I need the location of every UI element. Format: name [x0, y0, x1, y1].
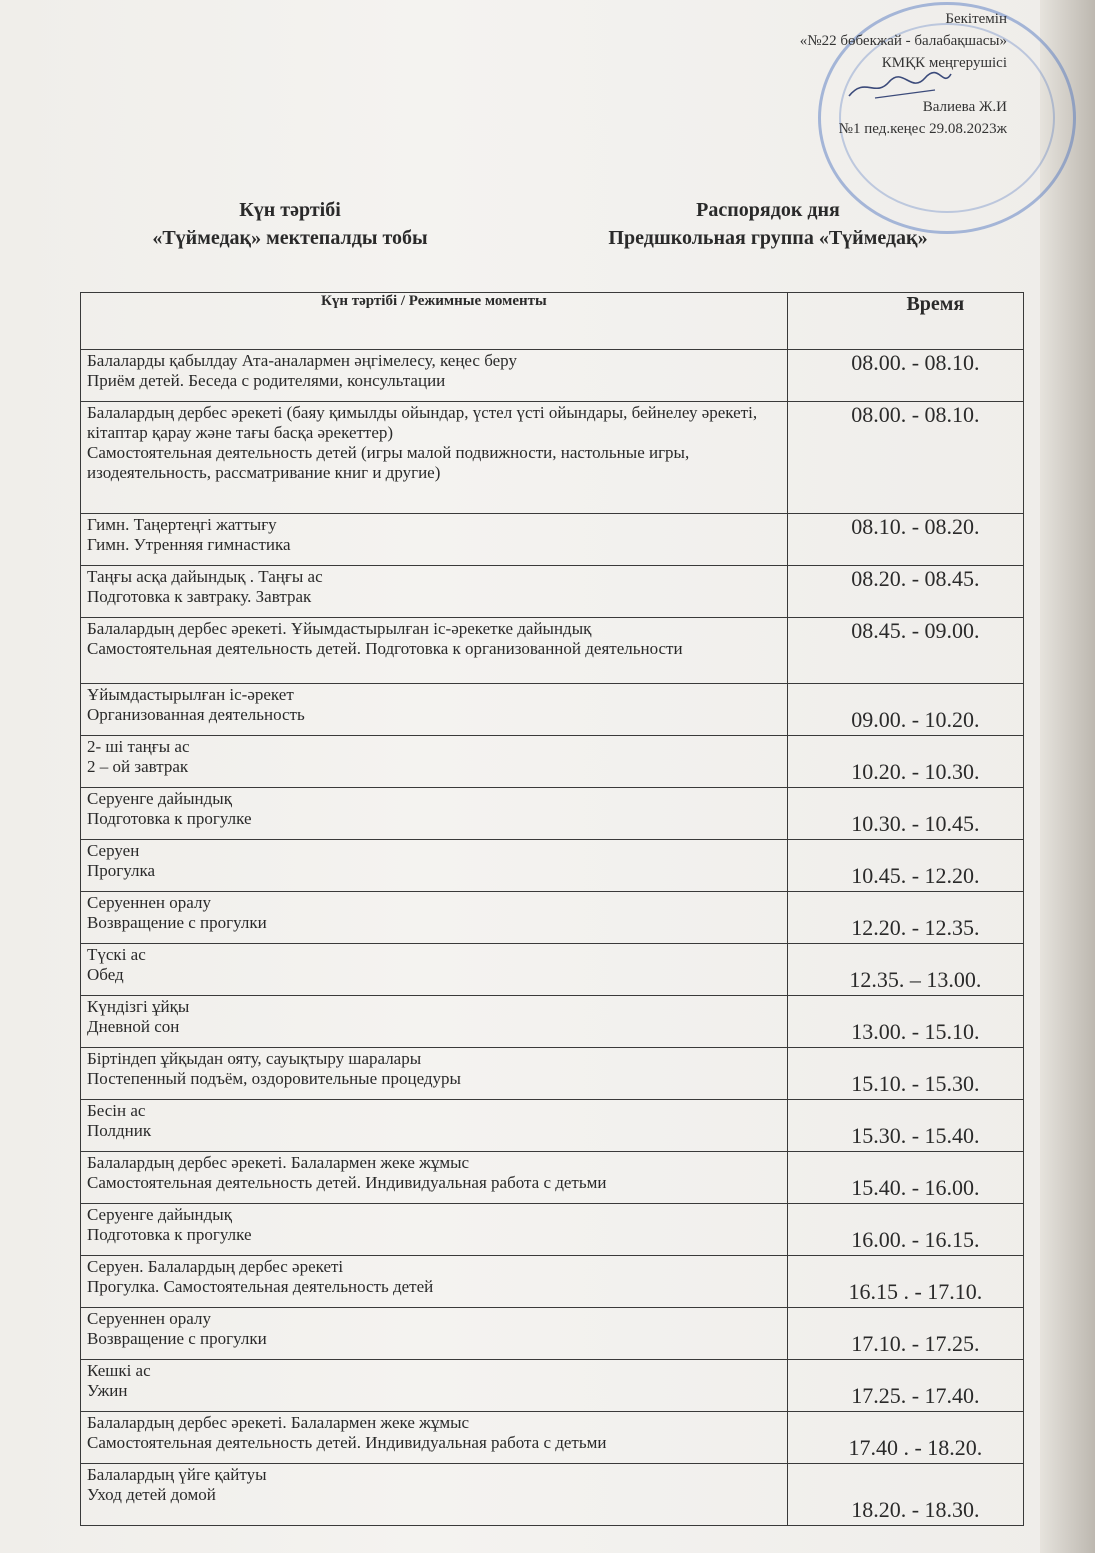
time-cell: 18.20. - 18.30. — [787, 1464, 1023, 1526]
activity-ru: Обед — [87, 965, 124, 984]
table-row — [81, 1412, 1024, 1464]
activity-ru: Возвращение с прогулки — [87, 913, 267, 932]
activity-ru: Прогулка — [87, 861, 156, 880]
activity-cell — [81, 1100, 788, 1152]
activity-kz: Балалардың дербес әрекеті (баяу қимылды ойындар, үстел үсті ойындары, бейнелеу әрекеті, кітаптар қарау және тағы басқа әрекеттер) — [87, 403, 758, 442]
activity-cell — [81, 1152, 788, 1204]
time-cell: 17.10. - 17.25. — [787, 1308, 1023, 1360]
activity-cell — [81, 1204, 788, 1256]
activity-ru: Самостоятельная деятельность детей (игры малой подвижности, настольные игры, изодеятельность, рассматривание книг и другие) — [87, 443, 690, 482]
activity-cell — [81, 1412, 788, 1464]
approval-line: №1 пед.кеңес 29.08.2023ж — [838, 121, 1007, 137]
activity-kz: Бесін ас — [87, 1101, 146, 1120]
table-row — [81, 1204, 1024, 1256]
activity-cell — [81, 944, 788, 996]
activity-cell — [81, 892, 788, 944]
activity-ru: Самостоятельная деятельность детей. Индивидуальная работа с детьми — [87, 1173, 607, 1192]
time-cell: 10.45. - 12.20. — [787, 840, 1023, 892]
activity-kz: Серуеннен оралу — [87, 893, 211, 912]
time-cell: 16.15 . - 17.10. — [787, 1256, 1023, 1308]
activity-cell — [81, 840, 788, 892]
table-row — [81, 1464, 1024, 1526]
activity-ru: Дневной сон — [87, 1017, 180, 1036]
title-kz — [110, 196, 470, 252]
activity-ru: Самостоятельная деятельность детей. Индивидуальная работа с детьми — [87, 1433, 607, 1452]
activity-ru: Полдник — [87, 1121, 152, 1140]
activity-cell — [81, 350, 788, 402]
activity-cell — [81, 1048, 788, 1100]
activity-cell — [81, 1360, 788, 1412]
activity-kz: Балалардың дербес әрекеті. Ұйымдастырылған іс-әрекетке дайындық — [87, 619, 592, 638]
activity-kz: Серуенге дайындық — [87, 1205, 232, 1224]
activity-kz: Ұйымдастырылған іс-әрекет — [87, 685, 294, 704]
schedule-table — [80, 292, 1024, 1526]
header-time: Время — [787, 293, 1023, 350]
time-cell: 10.20. - 10.30. — [787, 736, 1023, 788]
activity-cell — [81, 402, 788, 514]
time-cell: 08.10. - 08.20. — [787, 514, 1023, 566]
activity-ru: Самостоятельная деятельность детей. Подготовка к организованной деятельности — [87, 639, 683, 658]
activity-cell — [81, 788, 788, 840]
time-cell: 17.40 . - 18.20. — [787, 1412, 1023, 1464]
activity-cell — [81, 1256, 788, 1308]
activity-ru: 2 – ой завтрак — [87, 757, 189, 776]
time-cell: 09.00. - 10.20. — [787, 684, 1023, 736]
activity-kz: Гимн. Таңертеңгі жаттығу — [87, 515, 277, 534]
activity-kz: Серуен. Балалардың дербес әрекеті — [87, 1257, 344, 1276]
activity-ru: Постепенный подъём, оздоровительные процедуры — [87, 1069, 461, 1088]
time-cell: 08.20. - 08.45. — [787, 566, 1023, 618]
time-cell: 16.00. - 16.15. — [787, 1204, 1023, 1256]
approval-block — [707, 8, 1007, 140]
time-cell: 08.45. - 09.00. — [787, 618, 1023, 684]
table-row — [81, 996, 1024, 1048]
activity-cell — [81, 996, 788, 1048]
activity-ru: Подготовка к завтраку. Завтрак — [87, 587, 312, 606]
table-row — [81, 514, 1024, 566]
time-cell: 10.30. - 10.45. — [787, 788, 1023, 840]
header-activity: Күн тәртібі / Режимные моменты — [81, 293, 788, 350]
table-row — [81, 618, 1024, 684]
title-ru — [548, 196, 988, 252]
table-row — [81, 566, 1024, 618]
activity-ru: Гимн. Утренняя гимнастика — [87, 535, 291, 554]
activity-kz: Балалардың дербес әрекеті. Балалармен жеке жұмыс — [87, 1153, 470, 1172]
activity-cell — [81, 618, 788, 684]
activity-kz: Таңғы асқа дайындық . Таңғы ас — [87, 567, 323, 586]
table-row — [81, 736, 1024, 788]
activity-kz: Күндізгі ұйқы — [87, 997, 190, 1016]
activity-kz: Балалардың дербес әрекеті. Балалармен жеке жұмыс — [87, 1413, 470, 1432]
activity-kz: Кешкі ас — [87, 1361, 151, 1380]
table-row — [81, 840, 1024, 892]
activity-ru: Подготовка к прогулке — [87, 809, 252, 828]
table-row — [81, 350, 1024, 402]
activity-cell — [81, 514, 788, 566]
table-row — [81, 892, 1024, 944]
title-ru-line1: Распорядок дня — [696, 199, 840, 221]
page-edge — [1040, 0, 1095, 1553]
table-row — [81, 1048, 1024, 1100]
activity-cell — [81, 1464, 788, 1526]
activity-kz: Серуен — [87, 841, 140, 860]
time-cell: 15.40. - 16.00. — [787, 1152, 1023, 1204]
table-row — [81, 788, 1024, 840]
table-row — [81, 1308, 1024, 1360]
activity-ru: Организованная деятельность — [87, 705, 305, 724]
activity-kz: Балалардың үйге қайтуы — [87, 1465, 267, 1484]
table-row — [81, 1256, 1024, 1308]
activity-kz: Серуенге дайындық — [87, 789, 232, 808]
approval-line: Бекітемін — [945, 11, 1007, 27]
activity-cell — [81, 684, 788, 736]
time-cell: 15.10. - 15.30. — [787, 1048, 1023, 1100]
table-row — [81, 1100, 1024, 1152]
activity-kz: Серуеннен оралу — [87, 1309, 211, 1328]
activity-ru: Уход детей домой — [87, 1485, 216, 1504]
activity-kz: 2- ші таңғы ас — [87, 737, 190, 756]
time-cell: 12.20. - 12.35. — [787, 892, 1023, 944]
activity-kz: Балаларды қабылдау Ата-аналармен әңгімелесу, кеңес беру — [87, 351, 517, 370]
time-cell: 08.00. - 08.10. — [787, 350, 1023, 402]
activity-kz: Түскі ас — [87, 945, 146, 964]
table-row — [81, 1360, 1024, 1412]
table-header-row — [81, 293, 1024, 350]
table-row — [81, 944, 1024, 996]
table-row — [81, 402, 1024, 514]
activity-kz: Біртіндеп ұйқыдан ояту, сауықтыру шаралары — [87, 1049, 422, 1068]
title-kz-line1: Күн тәртібі — [239, 199, 341, 221]
activity-ru: Подготовка к прогулке — [87, 1225, 252, 1244]
activity-cell — [81, 566, 788, 618]
time-cell: 13.00. - 15.10. — [787, 996, 1023, 1048]
time-cell: 08.00. - 08.10. — [787, 402, 1023, 514]
approval-line: Валиева Ж.И — [922, 99, 1007, 115]
approval-line: КМҚК меңгерушісі — [881, 55, 1007, 71]
title-ru-line2: Предшкольная группа «Түймедақ» — [608, 227, 928, 249]
approval-line: «№22 бөбекжай - балабақшасы» — [799, 33, 1007, 49]
time-cell: 17.25. - 17.40. — [787, 1360, 1023, 1412]
table-body — [81, 350, 1024, 1526]
activity-cell — [81, 736, 788, 788]
table-row — [81, 684, 1024, 736]
table-row — [81, 1152, 1024, 1204]
activity-ru: Приём детей. Беседа с родителями, консультации — [87, 371, 446, 390]
activity-cell — [81, 1308, 788, 1360]
activity-ru: Возвращение с прогулки — [87, 1329, 267, 1348]
time-cell: 12.35. – 13.00. — [787, 944, 1023, 996]
activity-ru: Прогулка. Самостоятельная деятельность детей — [87, 1277, 434, 1296]
activity-ru: Ужин — [87, 1381, 128, 1400]
title-kz-line2: «Түймедақ» мектепалды тобы — [152, 227, 428, 249]
time-cell: 15.30. - 15.40. — [787, 1100, 1023, 1152]
